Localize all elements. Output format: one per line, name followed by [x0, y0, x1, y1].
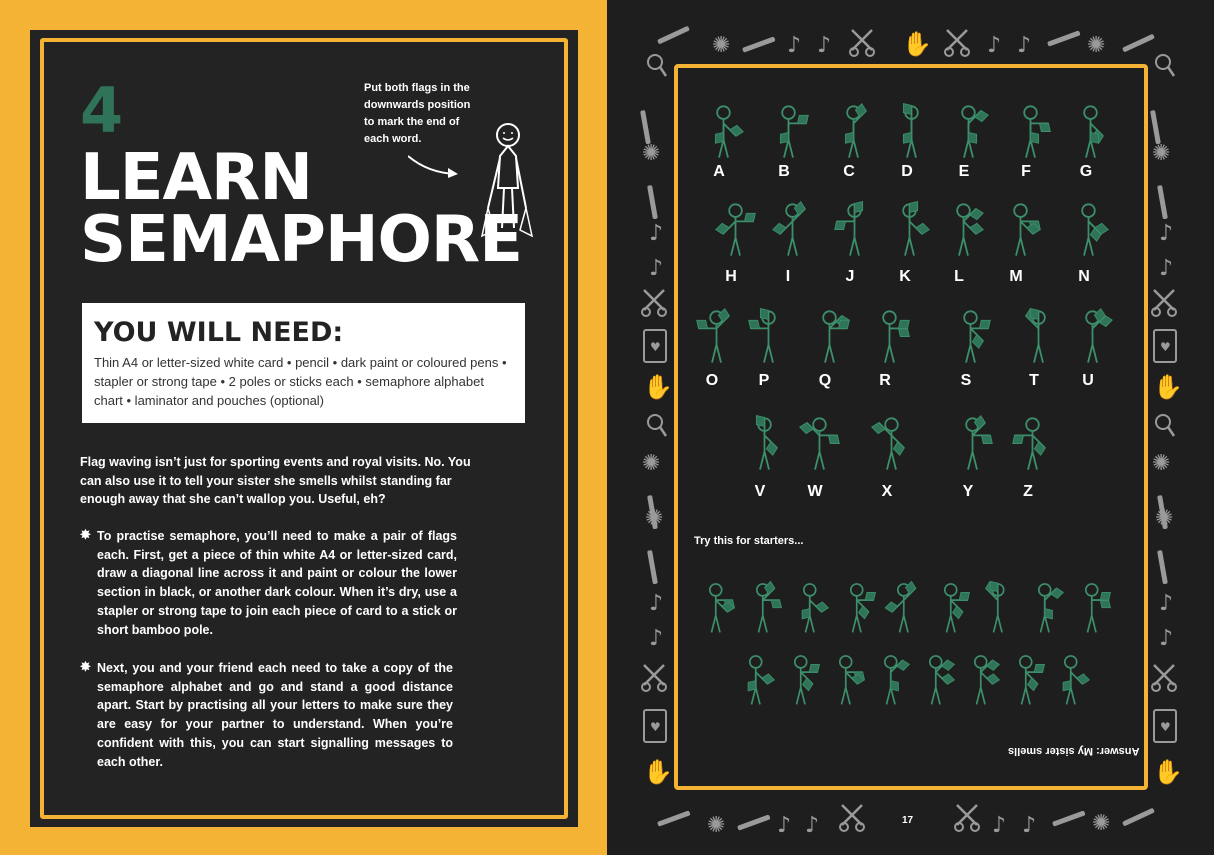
- music-note-icon: ♪: [649, 626, 664, 651]
- alphabet-letter: G: [1079, 163, 1093, 180]
- alphabet-letter: S: [960, 372, 972, 389]
- alphabet-letter: M: [1009, 268, 1023, 285]
- semaphore-figure: [1061, 305, 1124, 368]
- alphabet-letter: D: [901, 163, 913, 180]
- alphabet-letter: U: [1082, 372, 1094, 389]
- starters-label: Try this for starters...: [694, 535, 804, 547]
- paint-splat-icon: ✺: [642, 451, 661, 476]
- alphabet-letter: X: [881, 483, 893, 500]
- magnifier-icon: [1156, 415, 1170, 429]
- semaphore-figure: [860, 412, 923, 475]
- alphabet-letter: P: [758, 372, 770, 389]
- needs-text: Thin A4 or letter-sized white card • pencil • dark paint or coloured pens • stapler or strong tape • 2 poles or sticks each • semaphore alphabet chart • laminator and pouches (optional): [94, 355, 507, 408]
- paint-splat-icon: ✺: [707, 813, 726, 838]
- paintbrush-icon: [657, 26, 690, 45]
- magnifier-icon: [648, 415, 662, 429]
- paintbrush-icon: [1047, 30, 1081, 46]
- alphabet-letter: T: [1029, 372, 1039, 389]
- paintbrush-icon: [647, 550, 658, 584]
- semaphore-figure: [798, 305, 861, 368]
- scissors-icon: [642, 290, 666, 316]
- svg-text:♥: ♥: [650, 340, 661, 354]
- semaphore-figure: [989, 198, 1052, 261]
- intro-paragraph: Flag waving isn’t just for sporting events and royal visits. No. You can also use it to tell your sister she smells whilst standing far enough away that she can’t wallop you. Useful, eh?: [80, 455, 471, 507]
- svg-text:♥: ♥: [1160, 340, 1171, 354]
- needs-title: YOU WILL NEED:: [94, 317, 344, 348]
- paint-splat-icon: ✺: [712, 33, 731, 58]
- semaphore-figure: [704, 198, 767, 261]
- scissors-icon: [840, 805, 864, 831]
- semaphore-figure: [692, 100, 755, 163]
- alphabet-letter: F: [1021, 163, 1031, 180]
- paint-splat-icon: ✺: [1092, 811, 1111, 836]
- magnifier-icon: [648, 55, 662, 69]
- semaphore-figure: [941, 412, 1004, 475]
- paint-splat-icon: ✺: [1155, 506, 1174, 531]
- semaphore-figure: [1001, 412, 1064, 475]
- semaphore-figure: [999, 100, 1062, 163]
- music-note-icon: ♪: [1159, 256, 1174, 281]
- music-note-icon: ♪: [992, 813, 1007, 838]
- svg-text:♥: ♥: [1160, 720, 1171, 734]
- page-number: 17: [902, 815, 914, 826]
- paintbrush-icon: [1157, 550, 1168, 584]
- instruction-paragraph-1: To practise semaphore, you’ll need to make a pair of flags each. First, get a piece of thin white A4 or letter-sized card, draw a diagonal line across it and paint or colour the lower section in black, or another dark colour. When it’s dry, use a stapler or strong tape to join each piece of card to a stick or short bamboo pole.: [97, 529, 457, 637]
- semaphore-figure: [1059, 100, 1122, 163]
- paint-splat-icon: ✺: [1152, 141, 1171, 166]
- paintbrush-icon: [737, 814, 771, 830]
- alphabet-letter: A: [713, 163, 725, 180]
- paint-splat-icon: ✺: [642, 141, 661, 166]
- paintbrush-icon: [657, 810, 691, 826]
- semaphore-figure: [757, 100, 820, 163]
- semaphore-figure: [880, 100, 943, 163]
- title-line-2: SEMAPHORE: [80, 203, 522, 277]
- flag-note: Put both flags in the downwards position to mark the end of each word.: [364, 82, 471, 145]
- semaphore-figure: [788, 412, 851, 475]
- alphabet-letter: Q: [818, 372, 832, 389]
- alphabet-letter: C: [843, 163, 855, 180]
- alphabet-letter: W: [807, 483, 823, 500]
- paintbrush-icon: [1150, 110, 1161, 144]
- hand-print-icon: ✋: [1153, 758, 1183, 786]
- semaphore-figure: [932, 198, 995, 261]
- scissors-icon: [1152, 290, 1176, 316]
- music-note-icon: ♪: [787, 33, 802, 58]
- paintbrush-icon: [1052, 810, 1086, 826]
- hand-print-icon: ✋: [1153, 373, 1183, 401]
- title-line-1: LEARN: [80, 141, 312, 215]
- paintbrush-icon: [647, 185, 658, 219]
- paintbrush-icon: [1157, 185, 1168, 219]
- paint-splat-icon: ✺: [1152, 451, 1171, 476]
- music-note-icon: ♪: [649, 591, 664, 616]
- alphabet-letter: V: [754, 483, 766, 500]
- music-note-icon: ♪: [1022, 813, 1037, 838]
- music-note-icon: ♪: [649, 256, 664, 281]
- hand-print-icon: ✋: [902, 30, 932, 58]
- semaphore-figure: [823, 198, 886, 261]
- alphabet-letter: L: [954, 268, 964, 285]
- music-note-icon: ♪: [649, 221, 664, 246]
- magnifier-icon: [1156, 55, 1170, 69]
- paintbrush-icon: [742, 36, 776, 52]
- hand-print-icon: ✋: [643, 373, 673, 401]
- alphabet-letter: Y: [962, 483, 974, 500]
- music-note-icon: ♪: [817, 33, 832, 58]
- semaphore-figure: [1041, 650, 1101, 710]
- music-note-icon: ♪: [987, 33, 1002, 58]
- hand-print-icon: ✋: [643, 758, 673, 786]
- semaphore-figure: [937, 100, 1000, 163]
- alphabet-letter: Z: [1023, 483, 1033, 500]
- paint-splat-icon: ✺: [645, 506, 664, 531]
- music-note-icon: ♪: [1159, 591, 1174, 616]
- alphabet-letter: N: [1078, 268, 1090, 285]
- alphabet-letter: O: [705, 372, 719, 389]
- semaphore-figure: [822, 100, 885, 163]
- paintbrush-icon: [1122, 34, 1155, 53]
- chapter-number: 4: [80, 74, 124, 147]
- music-note-icon: ♪: [777, 813, 792, 838]
- semaphore-figure: [1062, 578, 1122, 638]
- svg-text:♥: ♥: [650, 720, 661, 734]
- scissors-icon: [850, 30, 874, 56]
- music-note-icon: ♪: [1159, 626, 1174, 651]
- music-note-icon: ♪: [1017, 33, 1032, 58]
- alphabet-letter: J: [845, 268, 855, 285]
- answer-text: Answer: My sister smells: [1008, 745, 1140, 757]
- alphabet-letter: B: [778, 163, 790, 180]
- instruction-paragraph-2: Next, you and your friend each need to take a copy of the semaphore alphabet and go and stand a good distance apart. Start by practising all your letters to make sure they are easy for your partner to understand. When you’re confident with this, you can start signalling messages to each other.: [97, 661, 453, 769]
- you-will-need-box: [82, 303, 525, 423]
- alphabet-letter: E: [958, 163, 970, 180]
- alphabet-letter: H: [725, 268, 737, 285]
- semaphore-figure: [737, 305, 800, 368]
- paintbrush-icon: [640, 110, 651, 144]
- stick-figure-icon: [408, 118, 538, 248]
- semaphore-figure: [858, 305, 921, 368]
- semaphore-figure: [733, 412, 796, 475]
- music-note-icon: ♪: [805, 813, 820, 838]
- paint-splat-icon: ✺: [1087, 33, 1106, 58]
- scissors-icon: [1152, 665, 1176, 691]
- bullet-icon: ✸: [80, 659, 91, 674]
- bullet-icon: ✸: [80, 527, 91, 542]
- alphabet-letter: K: [899, 268, 911, 285]
- semaphore-figure: [939, 305, 1002, 368]
- semaphore-figure: [1057, 198, 1120, 261]
- music-note-icon: ♪: [1159, 221, 1174, 246]
- alphabet-letter: I: [785, 268, 791, 285]
- scissors-icon: [945, 30, 969, 56]
- alphabet-letter: R: [879, 372, 891, 389]
- paintbrush-icon: [1122, 808, 1155, 827]
- semaphore-figure: [761, 198, 824, 261]
- scissors-icon: [642, 665, 666, 691]
- scissors-icon: [955, 805, 979, 831]
